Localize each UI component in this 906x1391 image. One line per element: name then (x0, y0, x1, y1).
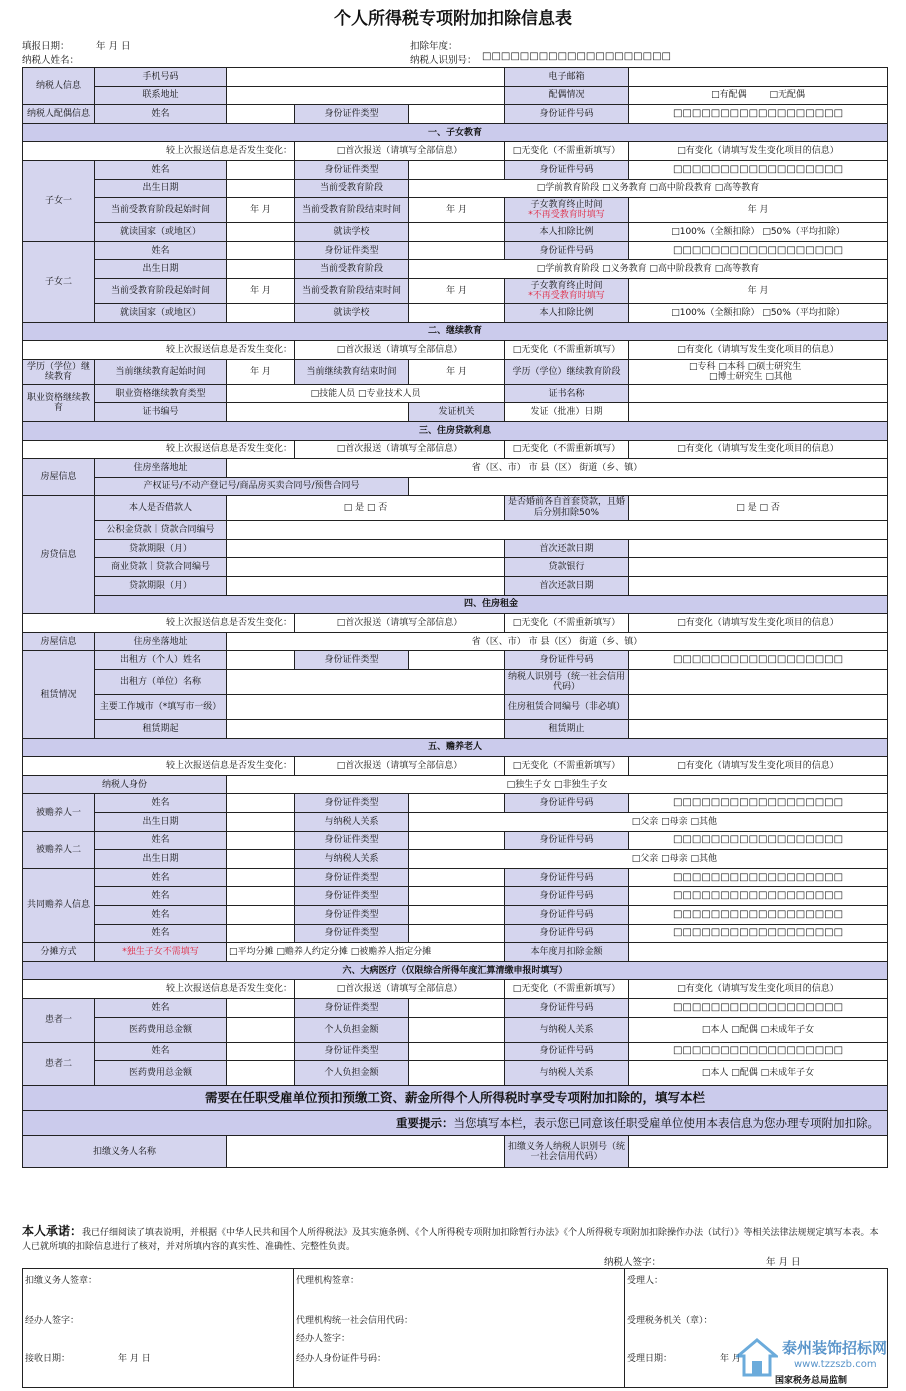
child2-stage-start-field[interactable]: 年 月 (227, 278, 295, 303)
patient2-selfpay-field[interactable] (409, 1061, 505, 1086)
co1-name-field[interactable] (227, 868, 295, 887)
child1-school-label: 就读学校 (295, 223, 409, 242)
pre-marriage-options[interactable]: □ 是 □ 否 (629, 496, 888, 521)
taxpayer-identity-options[interactable]: □独生子女 □非独生子女 (227, 775, 888, 794)
pre-marriage-label: 是否婚前各自首套贷款，且婚后分别扣除50% (505, 496, 629, 521)
taxpayer-id-label: 纳税人识别号： (410, 55, 477, 66)
patient1-relation-label: 与纳税人关系 (505, 1017, 629, 1042)
opt-first-checkbox[interactable]: □首次报送（请填写全部信息） (295, 980, 505, 999)
co4-idno-boxes[interactable]: □□□□□□□□□□□□□□□□□□ (629, 924, 888, 943)
opt-nochange-checkbox[interactable]: □无变化（不需重新填写） (505, 341, 629, 360)
patient1-selfpay-field[interactable] (409, 1017, 505, 1042)
elder1-idtype-field[interactable] (409, 794, 505, 813)
footer-supervisor: 国家税务总局监制 (775, 1376, 848, 1386)
child2-idno-boxes[interactable]: □□□□□□□□□□□□□□□□□□ (629, 241, 888, 260)
child2-birth-label: 出生日期 (95, 260, 227, 279)
has-spouse-checkbox[interactable]: □有配偶 (711, 90, 747, 101)
elder1-idno-boxes[interactable]: □□□□□□□□□□□□□□□□□□ (629, 794, 888, 813)
child2-idno-label: 身份证件号码 (505, 241, 629, 260)
child2-idtype-field[interactable] (409, 241, 505, 260)
fund-first-repay-field[interactable] (629, 539, 888, 558)
child1-idno-label: 身份证件号码 (505, 160, 629, 179)
landlord-idtype-label: 身份证件类型 (295, 651, 409, 670)
elder2-name-label: 姓名 (95, 831, 227, 850)
elder-two-group: 被赡养人二 (23, 831, 95, 868)
taxpayer-sign-label: 纳税人签字： (604, 1257, 662, 1268)
patient2-relation-options[interactable]: □本人 □配偶 □未成年子女 (629, 1061, 888, 1086)
fund-term-label: 贷款期限（月） (95, 539, 227, 558)
patient2-name-label: 姓名 (95, 1042, 227, 1061)
phone-label: 手机号码 (95, 68, 227, 87)
elder1-idno-label: 身份证件号码 (505, 794, 629, 813)
elder2-name-field[interactable] (227, 831, 295, 850)
opt-first-checkbox[interactable]: □首次报送（请填写全部信息） (295, 757, 505, 776)
child1-idtype-field[interactable] (409, 160, 505, 179)
mortgage-house-group: 房屋信息 (23, 459, 95, 496)
accept-date-value[interactable]: 年 月 (720, 1354, 741, 1364)
change-question: 较上次报送信息是否发生变化： (23, 341, 295, 360)
patient1-idno-boxes[interactable]: □□□□□□□□□□□□□□□□□□ (629, 998, 888, 1017)
deduction-form-table (22, 67, 888, 1168)
opt-first-checkbox[interactable]: □首次报送（请填写全部信息） (295, 440, 505, 459)
change-question: 较上次报送信息是否发生变化： (23, 440, 295, 459)
taxpayer-identity-label: 纳税人身份 (23, 775, 227, 794)
child1-ratio-label: 本人扣除比例 (505, 223, 629, 242)
form-title: 个人所得税专项附加扣除信息表 (334, 9, 572, 29)
child2-edu-end-field[interactable]: 年 月 (629, 278, 888, 303)
comm-term-label: 贷款期限（月） (95, 577, 227, 596)
patient1-name-label: 姓名 (95, 998, 227, 1017)
child1-edu-end-label: 子女教育终止时间 (530, 200, 603, 211)
withholder-tin-field[interactable] (629, 1136, 888, 1168)
co4-idtype-field[interactable] (409, 924, 505, 943)
degree-start-label: 当前继续教育起始时间 (95, 359, 227, 384)
child2-birth-field[interactable] (227, 260, 295, 279)
qual-type-options[interactable]: □技能人员 □专业技术人员 (227, 384, 505, 403)
cert-no-field[interactable] (227, 403, 409, 422)
patient2-idtype-label: 身份证件类型 (295, 1042, 409, 1061)
rent-end-field[interactable] (629, 720, 888, 739)
spouse-status-label: 配偶情况 (505, 86, 629, 105)
fill-date-label: 填报日期： (22, 41, 70, 52)
qual-type-label: 职业资格继续教育类型 (95, 384, 227, 403)
comm-contract-label: 商业贷款｜贷款合同编号 (95, 558, 227, 577)
bank-label: 贷款银行 (505, 558, 629, 577)
landlord-tin-label: 纳税人识别号（统一社会信用代码） (505, 670, 629, 695)
opt-first-checkbox[interactable]: □首次报送（请填写全部信息） (295, 341, 505, 360)
co4-idno-label: 身份证件号码 (505, 924, 629, 943)
landlord-person-field[interactable] (227, 651, 295, 670)
child2-school-field[interactable] (409, 303, 505, 322)
patient2-total-label: 医药费用总金额 (95, 1061, 227, 1086)
opt-changed-checkbox[interactable]: □有变化（请填写发生变化项目的信息） (629, 614, 888, 633)
rent-address-field[interactable]: 省（区、市） 市 县（区） 街道（乡、镇） (227, 632, 888, 651)
co1-idno-label: 身份证件号码 (505, 868, 629, 887)
degree-stage-label: 学历（学位）继续教育阶段 (505, 359, 629, 384)
patient1-total-label: 医药费用总金额 (95, 1017, 227, 1042)
qualification-edu-group: 职业资格继续教育 (23, 384, 95, 421)
degree-stage-options-2[interactable]: □博士研究生 □其他 (709, 371, 792, 382)
landlord-org-label: 出租方（单位）名称 (95, 670, 227, 695)
co2-idno-label: 身份证件号码 (505, 887, 629, 906)
child2-country-field[interactable] (227, 303, 295, 322)
house-address-label: 住房坐落地址 (95, 459, 227, 478)
promise-text: 我已仔细阅读了填表说明，并根据《中华人民共和国个人所得税法》及其实施条例、《个人所得税专项附加扣除暂行办法》《个人所得税专项附加扣除操作办法（试行）》等相关法律法规规定填写本表。本人已就所填的扣除信息进行了核对，并对所填内容的真实性、准确性、完整性负责。 (22, 1228, 879, 1252)
rent-address-label: 住房坐落地址 (95, 632, 227, 651)
accepter-label: 受理人： (627, 1276, 664, 1286)
child1-country-field[interactable] (227, 223, 295, 242)
child2-school-label: 就读学校 (295, 303, 409, 322)
child2-edu-end-label: 子女教育终止时间 (530, 280, 603, 291)
co3-idno-label: 身份证件号码 (505, 905, 629, 924)
opt-first-checkbox[interactable]: □首次报送（请填写全部信息） (295, 142, 505, 161)
opt-changed-checkbox[interactable]: □有变化（请填写发生变化项目的信息） (629, 757, 888, 776)
rent-house-group: 房屋信息 (23, 632, 95, 651)
child2-stage-label: 当前受教育阶段 (295, 260, 409, 279)
section-rent-header: 四、住房租金 (95, 595, 888, 614)
house-icon (736, 1337, 778, 1379)
contract-no-field[interactable] (629, 695, 888, 720)
borrower-label: 本人是否借款人 (95, 496, 227, 521)
degree-stage-options-1[interactable]: □专科 □本科 □硕士研究生 (689, 361, 802, 372)
elder1-name-field[interactable] (227, 794, 295, 813)
elder2-idtype-field[interactable] (409, 831, 505, 850)
child1-edu-end-note: *不再受教育时填写 (528, 210, 605, 221)
child2-stage-end-field[interactable]: 年 月 (409, 278, 505, 303)
landlord-person-label: 出租方（个人）姓名 (95, 651, 227, 670)
spouse-idno-boxes[interactable]: □□□□□□□□□□□□□□□□□□ (629, 105, 888, 124)
received-date-value[interactable]: 年 月 日 (118, 1354, 151, 1364)
property-cert-field[interactable] (409, 477, 888, 496)
issue-date-label: 发证（批准）日期 (505, 403, 629, 422)
opt-changed-checkbox[interactable]: □有变化（请填写发生变化项目的信息） (629, 980, 888, 999)
patient2-selfpay-label: 个人负担金额 (295, 1061, 409, 1086)
child1-edu-end-field[interactable]: 年 月 (629, 198, 888, 223)
address-field[interactable] (227, 86, 505, 105)
child1-idno-boxes[interactable]: □□□□□□□□□□□□□□□□□□ (629, 160, 888, 179)
agent-handler-id-label: 经办人身份证件号码： (296, 1354, 387, 1364)
fund-term-field[interactable] (227, 539, 505, 558)
child2-ratio-label: 本人扣除比例 (505, 303, 629, 322)
elder2-relation-label: 与纳税人关系 (295, 850, 409, 869)
opt-nochange-checkbox[interactable]: □无变化（不需重新填写） (505, 142, 629, 161)
address-label: 联系地址 (95, 86, 227, 105)
co2-name-label: 姓名 (95, 887, 227, 906)
child1-birth-label: 出生日期 (95, 179, 227, 198)
watermark-logo (736, 1333, 896, 1387)
change-question: 较上次报送信息是否发生变化： (23, 614, 295, 633)
patient1-relation-options[interactable]: □本人 □配偶 □未成年子女 (629, 1017, 888, 1042)
section-medical-header: 六、大病医疗（仅限综合所得年度汇算清缴申报时填写） (23, 961, 888, 980)
employer-banner: 需要在任职受雇单位预扣预缴工资、薪金所得个人所得税时享受专项附加扣除的，填写本栏 (23, 1086, 888, 1111)
elder-one-group: 被赡养人一 (23, 794, 95, 831)
split-method-label: 分摊方式 (23, 943, 95, 962)
promise-block (22, 1224, 887, 1254)
co2-idtype-field[interactable] (409, 887, 505, 906)
co3-name-field[interactable] (227, 905, 295, 924)
child1-stage-start-field[interactable]: 年 月 (227, 198, 295, 223)
elder1-relation-options[interactable]: □父亲 □母亲 □其他 (409, 813, 888, 832)
co1-name-label: 姓名 (95, 868, 227, 887)
co3-idtype-label: 身份证件类型 (295, 905, 409, 924)
email-field[interactable] (629, 68, 888, 87)
landlord-org-field[interactable] (227, 670, 505, 695)
rent-start-label: 租赁期起 (95, 720, 227, 739)
child2-country-label: 就读国家（或地区） (95, 303, 227, 322)
child2-ratio-options[interactable]: □100%（全额扣除） □50%（平均扣除） (629, 303, 888, 322)
house-address-field[interactable]: 省（区、市） 市 县（区） 街道（乡、镇） (227, 459, 888, 478)
withholder-tin-label: 扣缴义务人纳税人识别号（统一社会信用代码） (505, 1136, 629, 1168)
fund-contract-label: 公积金贷款｜贷款合同编号 (95, 521, 227, 540)
child1-stage-end-field[interactable]: 年 月 (409, 198, 505, 223)
taxpayer-sign-date[interactable]: 年 月 日 (766, 1257, 801, 1268)
issuer-label: 发证机关 (409, 403, 505, 422)
bank-field[interactable] (629, 558, 888, 577)
child2-name-field[interactable] (227, 241, 295, 260)
elder1-birth-label: 出生日期 (95, 813, 227, 832)
co3-name-label: 姓名 (95, 905, 227, 924)
elder2-birth-label: 出生日期 (95, 850, 227, 869)
elder1-idtype-label: 身份证件类型 (295, 794, 409, 813)
section-mortgage-header: 三、住房贷款利息 (23, 421, 888, 440)
comm-first-repay-label: 首次还款日期 (505, 577, 629, 596)
patient2-idtype-field[interactable] (409, 1042, 505, 1061)
spouse-idno-label: 身份证件号码 (505, 105, 629, 124)
co1-idtype-field[interactable] (409, 868, 505, 887)
spouse-idtype-label: 身份证件类型 (295, 105, 409, 124)
child2-name-label: 姓名 (95, 241, 227, 260)
patient1-idno-label: 身份证件号码 (505, 998, 629, 1017)
opt-changed-checkbox[interactable]: □有变化（请填写发生变化项目的信息） (629, 440, 888, 459)
landlord-idno-boxes[interactable]: □□□□□□□□□□□□□□□□□□ (629, 651, 888, 670)
co2-idno-boxes[interactable]: □□□□□□□□□□□□□□□□□□ (629, 887, 888, 906)
child1-stage-options[interactable]: □学前教育阶段 □义务教育 □高中阶段教育 □高等教育 (409, 179, 888, 198)
landlord-idno-label: 身份证件号码 (505, 651, 629, 670)
received-date-label: 接收日期： (25, 1354, 71, 1364)
deduct-year-label: 扣除年度： (410, 41, 458, 52)
child1-stage-label: 当前受教育阶段 (295, 179, 409, 198)
loan-info-group: 房贷信息 (23, 496, 95, 614)
rent-start-field[interactable] (227, 720, 505, 739)
issue-date-field[interactable] (629, 403, 888, 422)
rent-end-label: 租赁期止 (505, 720, 629, 739)
monthly-amount-label: 本年度月扣除金额 (505, 943, 629, 962)
patient2-idno-label: 身份证件号码 (505, 1042, 629, 1061)
co4-name-field[interactable] (227, 924, 295, 943)
comm-term-field[interactable] (227, 577, 505, 596)
rent-situation-group: 租赁情况 (23, 651, 95, 738)
handler-sign-label: 经办人签字： (25, 1316, 80, 1326)
elder1-relation-label: 与纳税人关系 (295, 813, 409, 832)
spouse-idtype-field[interactable] (409, 105, 505, 124)
patient-one-group: 患者一 (23, 998, 95, 1042)
child2-stage-options[interactable]: □学前教育阶段 □义务教育 □高中阶段教育 □高等教育 (409, 260, 888, 279)
tax-office-label: 受理税务机关（章）： (627, 1316, 713, 1326)
comm-first-repay-field[interactable] (629, 577, 888, 596)
spouse-info-group: 纳税人配偶信息 (23, 105, 95, 124)
accept-date-label: 受理日期： (627, 1354, 673, 1364)
child1-stage-start-label: 当前受教育阶段起始时间 (95, 198, 227, 223)
important-tip-text: 当您填写本栏，表示您已同意该任职受雇单位使用本表信息为您办理专项附加扣除。 (453, 1116, 880, 1131)
opt-nochange-checkbox[interactable]: □无变化（不需重新填写） (505, 980, 629, 999)
co2-name-field[interactable] (227, 887, 295, 906)
opt-first-checkbox[interactable]: □首次报送（请填写全部信息） (295, 614, 505, 633)
email-label: 电子邮箱 (505, 68, 629, 87)
opt-nochange-checkbox[interactable]: □无变化（不需重新填写） (505, 614, 629, 633)
opt-nochange-checkbox[interactable]: □无变化（不需重新填写） (505, 757, 629, 776)
change-question: 较上次报送信息是否发生变化： (23, 980, 295, 999)
opt-changed-checkbox[interactable]: □有变化（请填写发生变化项目的信息） (629, 142, 888, 161)
degree-end-label: 当前继续教育结束时间 (295, 359, 409, 384)
taxpayer-id-boxes[interactable]: □□□□□□□□□□□□□□□□□□□□ (482, 51, 671, 62)
patient2-name-field[interactable] (227, 1042, 295, 1061)
phone-field[interactable] (227, 68, 505, 87)
promise-label: 本人承诺： (22, 1224, 83, 1238)
work-city-label: 主要工作城市（*填写市一级） (95, 695, 227, 720)
degree-end-field[interactable]: 年 月 (409, 359, 505, 384)
child1-country-label: 就读国家（或地区） (95, 223, 227, 242)
child2-edu-end-note: *不再受教育时填写 (528, 290, 605, 301)
child2-stage-start-label: 当前受教育阶段起始时间 (95, 278, 227, 303)
agent-credit-label: 代理机构统一社会信用代码： (296, 1316, 414, 1326)
child1-school-field[interactable] (409, 223, 505, 242)
withholder-name-field[interactable] (227, 1136, 505, 1168)
cert-name-label: 证书名称 (505, 384, 629, 403)
property-cert-label: 产权证号/不动产登记号/商品房买卖合同号/预售合同号 (95, 477, 409, 496)
opt-nochange-checkbox[interactable]: □无变化（不需重新填写） (505, 440, 629, 459)
degree-start-field[interactable]: 年 月 (227, 359, 295, 384)
patient1-total-field[interactable] (227, 1017, 295, 1042)
elder2-idno-boxes[interactable]: □□□□□□□□□□□□□□□□□□ (629, 831, 888, 850)
elder1-birth-field[interactable] (227, 813, 295, 832)
opt-changed-checkbox[interactable]: □有变化（请填写发生变化项目的信息） (629, 341, 888, 360)
child1-birth-field[interactable] (227, 179, 295, 198)
change-question: 较上次报送信息是否发生变化： (23, 142, 295, 161)
borrower-options[interactable]: □ 是 □ 否 (227, 496, 505, 521)
child2-stage-end-label: 当前受教育阶段结束时间 (295, 278, 409, 303)
child2-idtype-label: 身份证件类型 (295, 241, 409, 260)
cert-no-label: 证书编号 (95, 403, 227, 422)
section-elderly-header: 五、赡养老人 (23, 738, 888, 757)
co4-name-label: 姓名 (95, 924, 227, 943)
co1-idtype-label: 身份证件类型 (295, 868, 409, 887)
agent-handler-label: 经办人签字： (296, 1334, 351, 1344)
child1-stage-end-label: 当前受教育阶段结束时间 (295, 198, 409, 223)
monthly-amount-field[interactable] (629, 943, 888, 962)
elder2-idtype-label: 身份证件类型 (295, 831, 409, 850)
taxpayer-name-label: 纳税人姓名： (22, 55, 80, 66)
co3-idno-boxes[interactable]: □□□□□□□□□□□□□□□□□□ (629, 905, 888, 924)
spouse-name-label: 姓名 (95, 105, 227, 124)
spouse-name-field[interactable] (227, 105, 295, 124)
co4-idtype-label: 身份证件类型 (295, 924, 409, 943)
patient1-idtype-label: 身份证件类型 (295, 998, 409, 1017)
patient-two-group: 患者二 (23, 1042, 95, 1086)
co3-idtype-field[interactable] (409, 905, 505, 924)
patient2-total-field[interactable] (227, 1061, 295, 1086)
patient2-relation-label: 与纳税人关系 (505, 1061, 629, 1086)
contract-no-label: 住房租赁合同编号（非必填） (505, 695, 629, 720)
degree-edu-group: 学历（学位）继续教育 (23, 359, 95, 384)
child1-name-field[interactable] (227, 160, 295, 179)
fill-date-value[interactable]: 年 月 日 (96, 41, 131, 52)
watermark-url: www.tzzszb.com (794, 1359, 877, 1370)
cert-name-field[interactable] (629, 384, 888, 403)
no-spouse-checkbox[interactable]: □无配偶 (769, 90, 805, 101)
child1-ratio-options[interactable]: □100%（全额扣除） □50%（平均扣除） (629, 223, 888, 242)
fund-contract-field[interactable] (227, 521, 888, 540)
split-method-note: *独生子女不需填写 (95, 943, 227, 962)
withholder-seal-label: 扣缴义务人签章： (25, 1276, 98, 1286)
section-continuing-education-header: 二、继续教育 (23, 322, 888, 341)
patient1-idtype-field[interactable] (409, 998, 505, 1017)
elder2-relation-options[interactable]: □父亲 □母亲 □其他 (409, 850, 888, 869)
split-method-options[interactable]: □平均分摊 □赡养人约定分摊 □被赡养人指定分摊 (227, 943, 505, 962)
section-child-education-header: 一、子女教育 (23, 123, 888, 142)
fund-first-repay-label: 首次还款日期 (505, 539, 629, 558)
change-question: 较上次报送信息是否发生变化： (23, 757, 295, 776)
work-city-field[interactable] (227, 695, 505, 720)
patient1-selfpay-label: 个人负担金额 (295, 1017, 409, 1042)
child1-idtype-label: 身份证件类型 (295, 160, 409, 179)
taxpayer-info-group: 纳税人信息 (23, 68, 95, 105)
important-tip-label: 重要提示： (396, 1116, 454, 1131)
elder1-name-label: 姓名 (95, 794, 227, 813)
patient2-idno-boxes[interactable]: □□□□□□□□□□□□□□□□□□ (629, 1042, 888, 1061)
child-two-group: 子女二 (23, 241, 95, 322)
agent-seal-label: 代理机构签章： (296, 1276, 360, 1286)
co2-idtype-label: 身份证件类型 (295, 887, 409, 906)
elder2-idno-label: 身份证件号码 (505, 831, 629, 850)
comm-contract-field[interactable] (227, 558, 505, 577)
child1-name-label: 姓名 (95, 160, 227, 179)
landlord-idtype-field[interactable] (409, 651, 505, 670)
co-supporter-group: 共同赡养人信息 (23, 868, 95, 942)
withholder-name-label: 扣缴义务人名称 (23, 1136, 227, 1168)
elder2-birth-field[interactable] (227, 850, 295, 869)
watermark-brand: 泰州装饰招标网 (782, 1339, 888, 1357)
child-one-group: 子女一 (23, 160, 95, 241)
landlord-tin-field[interactable] (629, 670, 888, 695)
patient1-name-field[interactable] (227, 998, 295, 1017)
co1-idno-boxes[interactable]: □□□□□□□□□□□□□□□□□□ (629, 868, 888, 887)
